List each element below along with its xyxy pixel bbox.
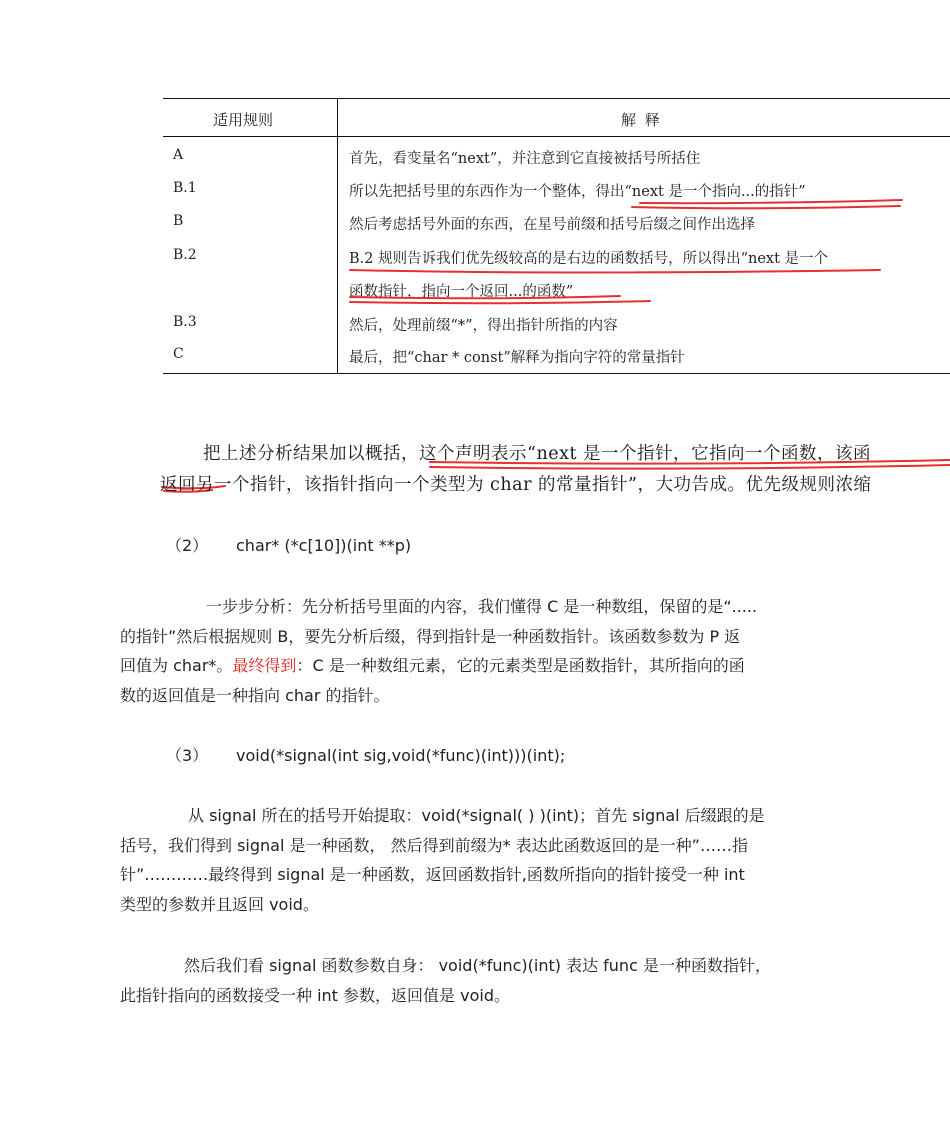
row-rule: B.2	[173, 247, 197, 263]
row-text: B.2 规则告诉我们优先级较高的是右边的函数括号，所以得出“next 是一个	[349, 251, 829, 267]
row-rule: A	[173, 147, 184, 163]
section-2-heading	[166, 533, 411, 556]
paragraph-line: 一步步分析：先分析括号里面的内容，我们懂得 C 是一种数组，保留的是“.....	[206, 597, 758, 616]
paragraph-line: 然后我们看 signal 函数参数自身： void(*func)(int) 表达 func 是一种函数指针，	[184, 956, 771, 975]
header-rule: 适用规则	[213, 111, 274, 129]
paragraph-line: 从 signal 所在的括号开始提取：void(*signal( ) )(int)；首先 signal 后缀跟的是	[188, 806, 765, 825]
scan-paragraph-line: 返回另一个指针，该指针指向一个类型为 char 的常量指针”，大功告成。优先级规则浓缩	[160, 475, 872, 495]
section-number: （2）	[166, 536, 209, 555]
emphasis-text: 最终得到	[232, 656, 297, 675]
text-run: ：C 是一种数组元素，它的元素类型是函数指针，其所指向的函	[296, 656, 745, 675]
scan-paragraph-line: 把上述分析结果加以概括，这个声明表示“next 是一个指针，它指向一个函数，该函	[203, 444, 872, 464]
row-rule: B	[173, 213, 184, 229]
text-run: 回值为 char*。	[120, 656, 233, 675]
row-text: 所以先把括号里的东西作为一个整体，得出“next 是一个指向...的指针”	[349, 184, 806, 200]
section-3-paragraph-2	[120, 951, 830, 1010]
row-rule: B.1	[173, 180, 197, 196]
rule-table	[163, 98, 950, 374]
row-rule: C	[173, 346, 184, 362]
paragraph-line: 此指针指向的函数接受一种 int 参数，返回值是 void。	[120, 985, 510, 1005]
row-text: 然后考虑括号外面的东西，在星号前缀和括号后缀之间作出选择	[349, 217, 755, 233]
section-3-heading	[166, 743, 565, 766]
code-declaration: char* (*c[10])(int **p)	[236, 536, 412, 555]
table-body	[163, 137, 950, 373]
paragraph-line	[120, 651, 830, 681]
section-2-paragraph	[120, 592, 830, 710]
paragraph-line: 括号，我们得到 signal 是一种函数， 然后得到前缀为* 表达此函数返回的是一种”……指	[120, 835, 748, 855]
paragraph-line: 数的返回值是一种指向 char 的指针。	[120, 685, 390, 705]
table-header	[163, 99, 950, 137]
header-explanation: 解 释	[621, 111, 662, 129]
column-divider	[337, 99, 338, 136]
row-rule: B.3	[173, 314, 197, 330]
paragraph-line: 类型的参数并且返回 void。	[120, 894, 319, 914]
row-text: 然后，处理前缀“*”，得出指针所指的内容	[349, 318, 618, 334]
code-declaration: void(*signal(int sig,void(*func)(int)))(int);	[236, 746, 566, 765]
row-text: 首先，看变量名“next”，并注意到它直接被括号所括住	[349, 151, 701, 167]
paragraph-line: 的指针”然后根据规则 B，要先分析后缀，得到指针是一种函数指针。该函数参数为 P 返	[120, 626, 741, 646]
row-text: 函数指针，指向一个返回...的函数”	[349, 284, 574, 300]
section-number: （3）	[166, 746, 209, 765]
column-divider	[337, 137, 338, 373]
section-3-paragraph-1	[120, 801, 830, 919]
paragraph-line: 针”…………最终得到 signal 是一种函数，返回函数指针,函数所指向的指针接受一种 int	[120, 865, 745, 884]
row-text: 最后，把“char * const”解释为指向字符的常量指针	[349, 350, 685, 366]
